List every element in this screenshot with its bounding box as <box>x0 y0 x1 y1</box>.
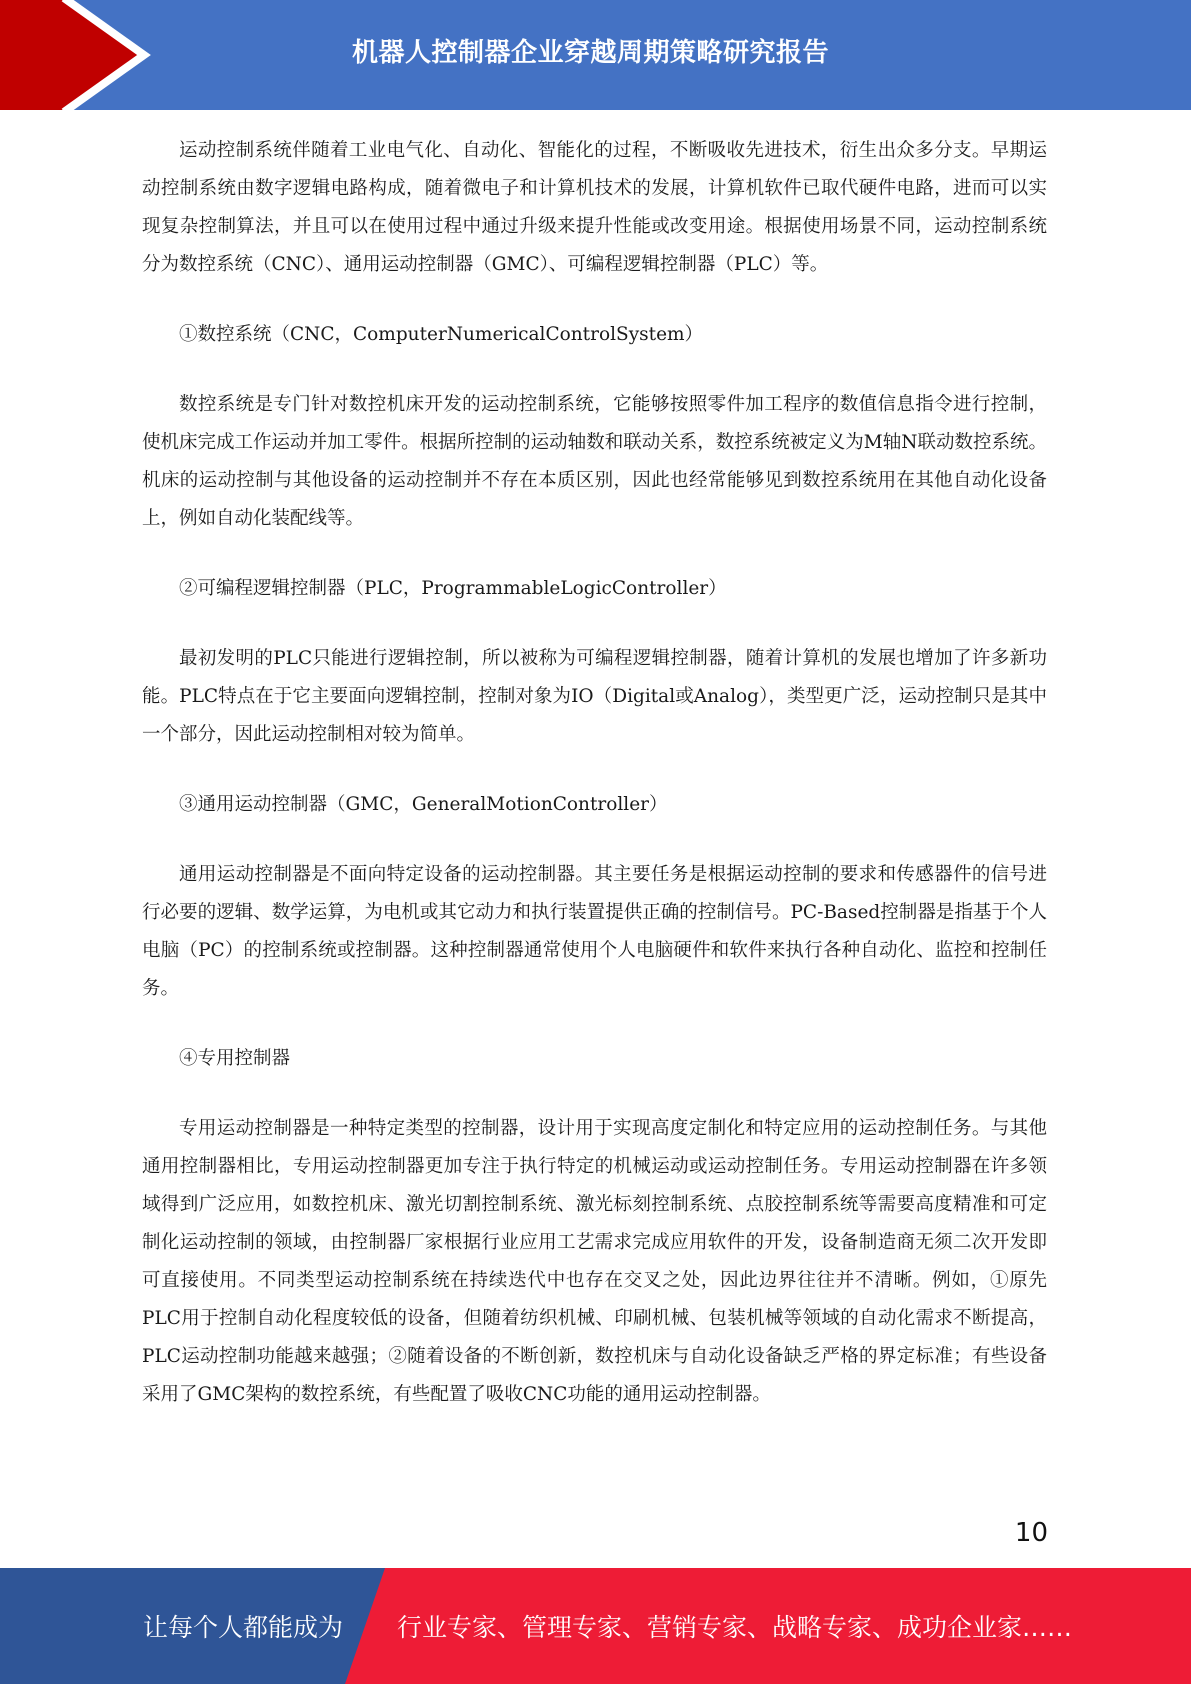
section-heading-gmc: ③通用运动控制器（GMC，GeneralMotionController） <box>179 794 668 815</box>
section-heading-cnc: ①数控系统（CNC，ComputerNumericalControlSystem） <box>179 324 704 345</box>
paragraph-dedicated: 专用运动控制器是一种特定类型的控制器，设计用于实现高度定制化和特定应用的运动控制任务。与其他通用控制器相比，专用运动控制器更加专注于执行特定的机械运动或运动控制任务。专用运动控制器在许多领域得到广泛应用，如数控机床、激光切割控制系统、激光标刻控制系统、点胶控制系统等需要高度精准和可定制化运动控制的领域，由控制器厂家根据行业应用工艺需求完成应用软件的开发，设备制造商无须二次开发即可直接使用。不同类型运动控制系统在持续迭代中也存在交叉之处，因此边界往往并不清晰。例如，①原先PLC用于控制自动化程度较低的设备，但随着纺织机械、印刷机械、包装机械等领域的自动化需求不断提高，PLC运动控制功能越来越强；②随着设备的不断创新，数控机床与自动化设备缺乏严格的界定标准；有些设备采用了GMC架构的数控系统，有些配置了吸收CNC功能的通用运动控制器。 <box>142 1118 1047 1405</box>
paragraph-intro: 运动控制系统伴随着工业电气化、自动化、智能化的过程，不断吸收先进技术，衍生出众多分支。早期运动控制系统由数字逻辑电路构成，随着微电子和计算机技术的发展，计算机软件已取代硬件电路，进而可以实现复杂控制算法，并且可以在使用过程中通过升级来提升性能或改变用途。根据使用场景不同，运动控制系统分为数控系统（CNC）、通用运动控制器（GMC）、可编程逻辑控制器（PLC）等。 <box>142 140 1047 275</box>
paragraph-cnc: 数控系统是专门针对数控机床开发的运动控制系统，它能够按照零件加工程序的数值信息指令进行控制，使机床完成工作运动并加工零件。根据所控制的运动轴数和联动关系，数控系统被定义为M轴N联动数控系统。机床的运动控制与其他设备的运动控制并不存在本质区别，因此也经常能够见到数控系统用在其他自动化设备上，例如自动化装配线等。 <box>142 394 1047 529</box>
page-number: 10 <box>1014 1518 1048 1548</box>
section-heading-dedicated: ④专用控制器 <box>179 1048 291 1069</box>
page-footer <box>0 1568 1191 1684</box>
section-heading-plc: ②可编程逻辑控制器（PLC，ProgrammableLogicController） <box>179 578 727 599</box>
paragraph-plc: 最初发明的PLC只能进行逻辑控制，所以被称为可编程逻辑控制器，随着计算机的发展也增加了许多新功能。PLC特点在于它主要面向逻辑控制，控制对象为IO（Digital或Analog），类型更广泛，运动控制只是其中一个部分，因此运动控制相对较为简单。 <box>142 648 1047 745</box>
report-title: 机器人控制器企业穿越周期策略研究报告 <box>351 37 829 68</box>
footer-slogan-left: 让每个人都能成为 <box>143 1613 344 1642</box>
document-body <box>142 132 1047 1414</box>
footer-slogan-right: 行业专家、管理专家、营销专家、战略专家、成功企业家…… <box>397 1613 1073 1642</box>
page-header <box>0 0 1191 110</box>
paragraph-gmc: 通用运动控制器是不面向特定设备的运动控制器。其主要任务是根据运动控制的要求和传感器件的信号进行必要的逻辑、数学运算，为电机或其它动力和执行装置提供正确的控制信号。PC-Based控制器是指基于个人电脑（PC）的控制系统或控制器。这种控制器通常使用个人电脑硬件和软件来执行各种自动化、监控和控制任务。 <box>142 864 1047 999</box>
